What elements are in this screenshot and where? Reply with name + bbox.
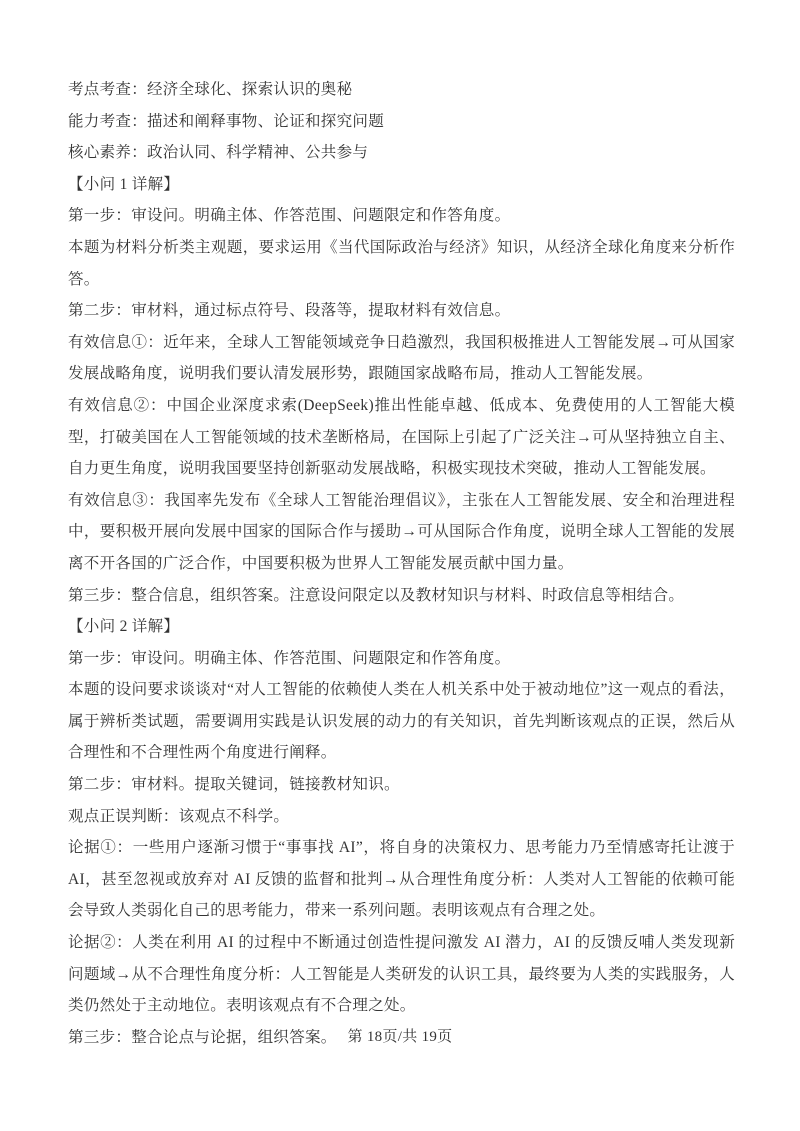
- paragraph-core-literacy: 核心素养：政治认同、科学精神、公共参与: [68, 144, 369, 162]
- paragraph-q1-step3: 第三步：整合信息，组织答案。注意设问限定以及教材知识与材料、时政信息等相结合。: [68, 586, 685, 604]
- paragraph-q1-step1: 第一步：审设问。明确主体、作答范围、问题限定和作答角度。: [68, 207, 511, 225]
- document-body: [68, 74, 735, 1053]
- paragraph-q2-step3: 第三步：整合论点与论据，组织答案。: [68, 1028, 337, 1046]
- paragraph-q2-step1-detail: 本题的设问要求谈谈对“对人工智能的依赖使人类在人机关系中处于被动地位”这一观点的看法，属于辨析类试题，需要调用实践是认识发展的动力的有关知识，首先判断该观点的正误，然后从合理性和不合理性两个角度进行阐释。: [68, 681, 735, 762]
- paragraph-q2-step1: 第一步：审设问。明确主体、作答范围、问题限定和作答角度。: [68, 649, 511, 667]
- section-heading-subquestion-1: 【小问 1 详解】: [68, 175, 180, 193]
- paragraph-q2-argument-1: 论据①：一些用户逐渐习惯于“事事找 AI”，将自身的决策权力、思考能力乃至情感寄托让渡于 AI，甚至忽视或放弃对 AI 反馈的监督和批判→从合理性角度分析：人类对人工智能的依赖可能会导致人类弱化自己的思考能力，带来一系列问题。表明该观点有合理之处。: [68, 839, 735, 920]
- paragraph-q1-info-2: 有效信息②：中国企业深度求索(DeepSeek)推出性能卓越、低成本、免费使用的人工智能大模型，打破美国在人工智能领域的技术垄断格局，在国际上引起了广泛关注→可从坚持独立自主、自力更生角度，说明我国要坚持创新驱动发展战略，积极实现技术突破，推动人工智能发展。: [68, 396, 735, 478]
- paragraph-q1-step2: 第二步：审材料，通过标点符号、段落等，提取材料有效信息。: [68, 302, 511, 320]
- paragraph-q1-info-1: 有效信息①：近年来，全球人工智能领域竞争日趋激烈，我国积极推进人工智能发展→可从国家发展战略角度，说明我们要认清发展形势，跟随国家战略布局，推动人工智能发展。: [68, 333, 735, 383]
- paragraph-q1-info-3: 有效信息③：我国率先发布《全球人工智能治理倡议》，主张在人工智能发展、安全和治理进程中，要积极开展向发展中国家的国际合作与援助→可从国际合作角度，说明全球人工智能的发展离不开各国的广泛合作，中国要积极为世界人工智能发展贡献中国力量。: [68, 491, 735, 572]
- paragraph-q2-step2: 第二步：审材料。提取关键词，链接教材知识。: [68, 776, 400, 794]
- paragraph-exam-points: 考点考查：经济全球化、探索认识的奥秘: [68, 81, 353, 98]
- paragraph-ability-points: 能力考查：描述和阐释事物、论证和探究问题: [68, 112, 385, 130]
- section-heading-subquestion-2: 【小问 2 详解】: [68, 618, 180, 636]
- paragraph-q2-argument-2: 论据②：人类在利用 AI 的过程中不断通过创造性提问激发 AI 潜力，AI 的反馈反哺人类发现新问题域→从不合理性角度分析：人工智能是人类研发的认识工具，最终要为人类的实践服务，人类仍然处于主动地位。表明该观点有不合理之处。: [68, 934, 735, 1015]
- page-number-footer: 第 18页/共 19页: [347, 1029, 453, 1045]
- paragraph-q1-step1-detail: 本题为材料分析类主观题，要求运用《当代国际政治与经济》知识，从经济全球化角度来分析作答。: [68, 238, 735, 288]
- paragraph-q2-judgement: 观点正误判断：该观点不科学。: [68, 807, 290, 825]
